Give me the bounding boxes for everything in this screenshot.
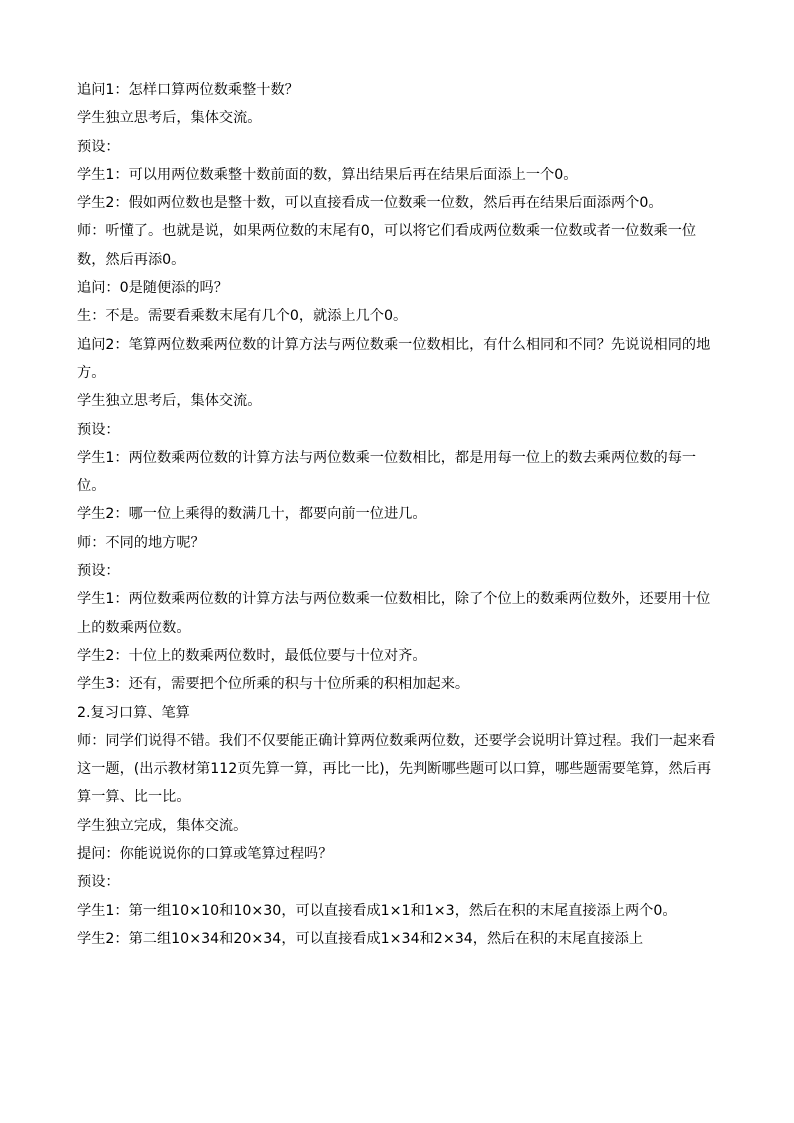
paragraph-independent-completion: 学生独立完成，集体交流。 [77,817,248,834]
paragraph-preset-3: 预设： [77,563,120,580]
paragraph-student-response: 生：不是。需要看乘数末尾有几个0，就添上几个0。 [77,308,408,325]
document-body [77,76,720,953]
paragraph-student-1-answer: 学生1：可以用两位数乘整十数前面的数，算出结果后再在结果后面添上一个0。 [77,166,578,183]
section-heading-review: 2.复习口算、笔算 [77,704,190,721]
paragraph-preset: 预设： [77,138,120,155]
paragraph-independent-thinking: 学生独立思考后，集体交流。 [77,110,262,127]
paragraph-prompt-question: 提问：你能说说你的口算或笔算过程吗？ [77,846,333,863]
paragraph-student-1-calculation: 学生1：第一组10×10和10×30，可以直接看成1×1和1×3，然后在积的末尾直接添上两个0。 [77,902,677,919]
paragraph-student-2-calculation: 学生2：第二组10×34和20×34，可以直接看成1×34和2×34，然后在积的末尾直接添上 [77,930,644,947]
paragraph-student-2-difference: 学生2：十位上的数乘两位数时，最低位要与十位对齐。 [77,647,427,664]
paragraph-question-1: 追问1：怎样口算两位数乘整十数？ [77,82,299,98]
paragraph-teacher-instruction: 师：同学们说得不错。我们不仅要能正确计算两位数乘两位数，还要学会说明计算过程。我们一起来看这一题，(出示教材第112页先算一算，再比一比)，先判断哪些题可以口算，哪些题需要笔算，然后再算一算、比一比。 [77,732,716,806]
paragraph-student-2-answer: 学生2：假如两位数也是整十数，可以直接看成一位数乘一位数，然后再在结果后面添两个0。 [77,195,663,212]
paragraph-question-2: 追问2：笔算两位数乘两位数的计算方法与两位数乘一位数相比，有什么相同和不同？先说说相同的地方。 [77,336,711,381]
paragraph-independent-thinking-2: 学生独立思考后，集体交流。 [77,393,262,410]
paragraph-student-1-difference: 学生1：两位数乘两位数的计算方法与两位数乘一位数相比，除了个位上的数乘两位数外，还要用十位上的数乘两位数。 [77,591,711,636]
paragraph-teacher-summary: 师：听懂了。也就是说，如果两位数的末尾有0，可以将它们看成两位数乘一位数或者一位数乘一位数，然后再添0。 [77,223,697,268]
paragraph-student-1-similarity: 学生1：两位数乘两位数的计算方法与两位数乘一位数相比，都是用每一位上的数去乘两位数的每一位。 [77,449,697,495]
paragraph-preset-2: 预设： [77,421,120,438]
paragraph-student-3-difference: 学生3：还有，需要把个位所乘的积与十位所乘的积相加起来。 [77,676,470,693]
paragraph-teacher-difference-question: 师：不同的地方呢？ [77,534,205,551]
paragraph-student-2-similarity: 学生2：哪一位上乘得的数满几十，都要向前一位进几。 [77,506,427,523]
paragraph-follow-up-question: 追问：0是随便添的吗？ [77,280,228,297]
paragraph-preset-4: 预设： [77,874,120,891]
